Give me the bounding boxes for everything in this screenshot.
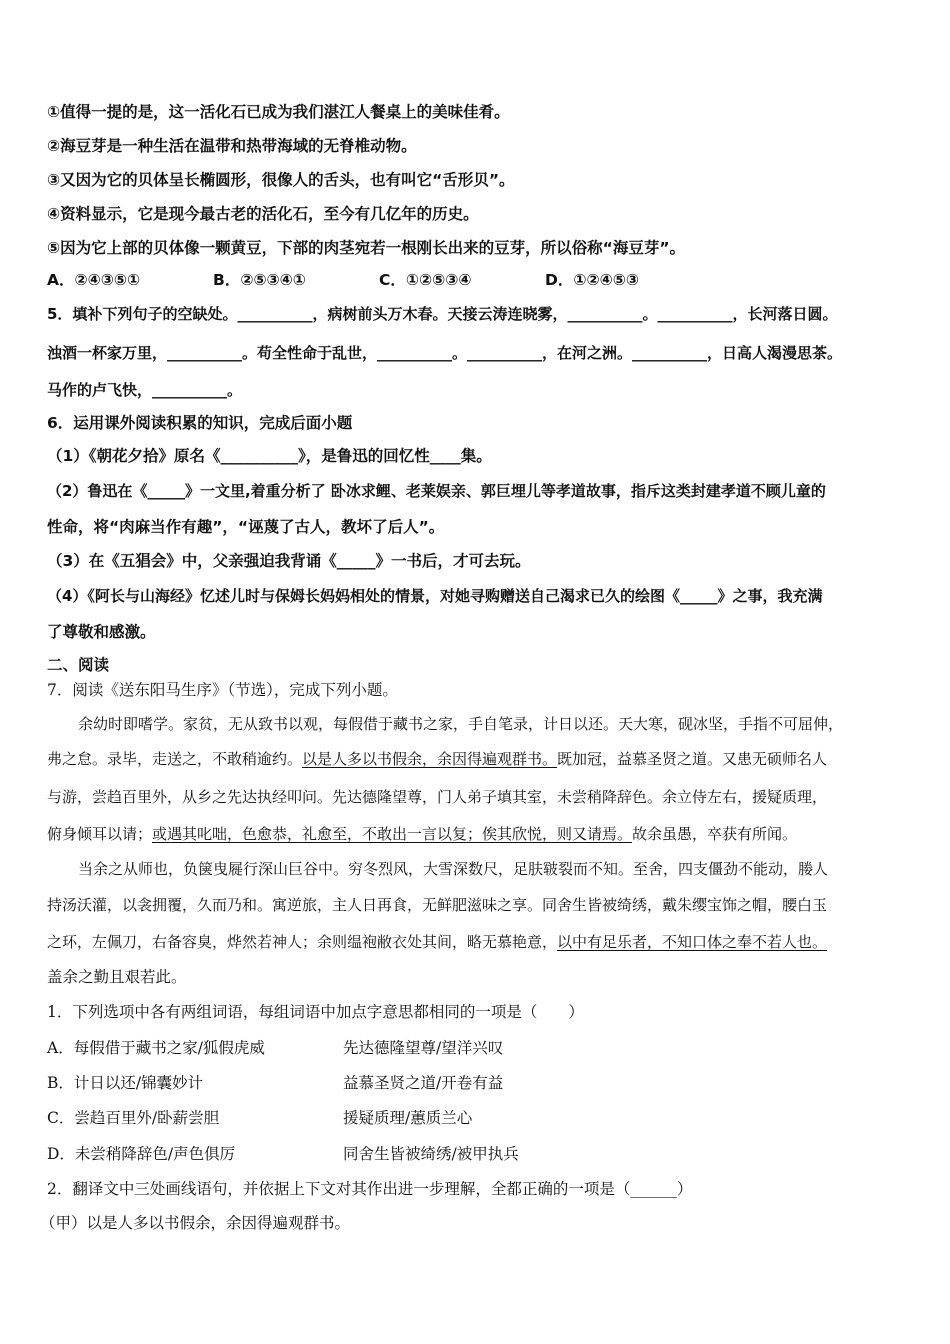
underlined-sentence-bing: 以中有足乐者，不知口体之奉不若人也。 (557, 933, 828, 951)
q4-item-4: ④资料显示，它是现今最古老的活化石，至今有几亿年的历史。 (47, 205, 479, 223)
underlined-sentence-jia: 以是人多以书假余，余因得遍观群书。 (302, 750, 558, 768)
passage-p1-line-3: 与游，尝趋百里外，从乡之先达执经叩问。先达德隆望尊，门人弟子填其室，未尝稍降辞色。余立侍左右，援疑质理， (47, 788, 828, 806)
passage-p1-line-1: 余幼时即嗜学。家贫，无从致书以观，每假借于藏书之家，手自笔录，计日以还。天大寒，砚冰坚，手指不可屈伸， (78, 715, 844, 733)
passage-p2-line-3 (47, 932, 827, 952)
q5-line-3: 马作的卢飞快，__________。 (47, 381, 243, 399)
q5-line-2: 浊酒一杯家万里，__________。苟全性命于乱世，__________。__________，在河之洲。__________，日高人渴漫思茶。 (47, 344, 843, 362)
passage-p2-line-4: 盖余之勤且艰若此。 (47, 968, 187, 986)
option-c-part2: 援疑质理/蕙质兰心 (343, 1109, 473, 1127)
q4-option-c[interactable]: C．①②⑤③④ (379, 271, 472, 289)
section-heading: 二、阅读 (47, 656, 110, 674)
option-b-part1: B．计日以还/锦囊妙计 (47, 1074, 204, 1092)
q4-option-d[interactable]: D．①②④⑤③ (545, 271, 639, 289)
q4-item-2: ②海豆芽是一种生活在温带和热带海域的无脊椎动物。 (47, 137, 417, 155)
sub2-jia: （甲）以是人多以书假余，余因得遍观群书。 (40, 1214, 351, 1232)
q6-line-6: 了尊敬和感激。 (47, 623, 156, 641)
passage-text: 弗之怠。录毕，走送之，不敢稍逾约。 (47, 750, 303, 768)
option-a-part2: 先达德隆望尊/望洋兴叹 (343, 1039, 504, 1057)
passage-p1-line-2 (47, 749, 827, 769)
passage-p2-line-2: 持汤沃灌，以衾拥覆，久而乃和。寓逆旅，主人日再食，无鲜肥滋味之享。同舍生皆被绮绣，戴朱缨宝饰之帽，腰白玉 (47, 896, 828, 914)
q4-option-b[interactable]: B．②⑤③④① (213, 271, 306, 289)
option-d-part2: 同舍生皆被绮绣/被甲执兵 (343, 1145, 519, 1163)
passage-text: 故余虽愚，卒获有所闻。 (632, 825, 798, 843)
underlined-sentence-yi: 或遇其叱咄，色愈恭，礼愈至，不敢出一言以复；俟其欣悦，则又请焉。 (152, 825, 633, 843)
q6-title: 6．运用课外阅读积累的知识，完成后面小题 (47, 414, 353, 432)
q4-options (47, 270, 639, 290)
passage-p1-line-4 (47, 824, 797, 844)
q6-line-3: 性命，将“肉麻当作有趣”，“诬蔑了古人，教坏了后人”。 (47, 518, 445, 536)
sub1-option-a[interactable] (47, 1038, 927, 1058)
q4-item-5: ⑤因为它上部的贝体像一颗黄豆，下部的肉茎宛若一根刚长出来的豆芽，所以俗称“海豆芽”。 (47, 239, 686, 257)
q6-line-2: （2）鲁迅在《_____》一文里,着重分析了 卧冰求鲤、老莱娱亲、郭巨埋儿等孝道故事，指斥这类封建孝道不顾儿童的 (47, 482, 826, 500)
q6-line-1: （1）《朝花夕拾》原名《__________》，是鲁迅的回忆性____集。 (47, 447, 492, 465)
passage-text: 之环，左佩刀，右备容臭，烨然若神人；余则缊袍敝衣处其间，略无慕艳意， (47, 933, 558, 951)
q4-option-a[interactable]: A．②④③⑤① (47, 271, 141, 289)
q5-line-1: 5．填补下列句子的空缺处。__________，病树前头万木春。天接云涛连晓雾，__________。__________，长河落日圆。 (47, 305, 838, 323)
sub1-option-d[interactable] (47, 1144, 927, 1164)
passage-p2-line-1: 当余之从师也，负箧曳屣行深山巨谷中。穷冬烈风，大雪深数尺，足肤皲裂而不知。至舍，四支僵劲不能动，媵人 (78, 860, 829, 878)
q4-item-1: ①值得一提的是，这一活化石已成为我们湛江人餐桌上的美味佳肴。 (47, 103, 510, 121)
q6-line-5: （4）《阿长与山海经》忆述儿时与保姆长妈妈相处的情景，对她寻购赠送自己渴求已久的绘图《_____》之事，我充满 (47, 587, 823, 605)
sub1-option-b[interactable] (47, 1073, 927, 1093)
passage-text: 既加冠，益慕圣贤之道。又患无硕师名人 (557, 750, 828, 768)
sub2-question: 2．翻译文中三处画线语句，并依据上下文对其作出进一步理解，全都正确的一项是（______） (47, 1180, 693, 1198)
q7-title: 7．阅读《送东阳马生序》（节选），完成下列小题。 (47, 681, 398, 699)
option-c-part1: C．尝趋百里外/卧薪尝胆 (47, 1109, 220, 1127)
sub1-option-c[interactable] (47, 1108, 927, 1128)
option-a-part1: A．每假借于藏书之家/狐假虎威 (47, 1039, 265, 1057)
option-b-part2: 益慕圣贤之道/开卷有益 (343, 1074, 504, 1092)
q4-item-3: ③又因为它的贝体呈长椭圆形，很像人的舌头，也有叫它“舌形贝”。 (47, 171, 515, 189)
q6-line-4: （3）在《五猖会》中，父亲强迫我背诵《_____》一书后，才可去玩。 (47, 552, 531, 570)
passage-text: 俯身倾耳以请； (47, 825, 153, 843)
sub1-question: 1．下列选项中各有两组词语，每组词语中加点字意思都相同的一项是（ ） (47, 1003, 584, 1021)
option-d-part1: D．未尝稍降辞色/声色俱厉 (47, 1145, 236, 1163)
